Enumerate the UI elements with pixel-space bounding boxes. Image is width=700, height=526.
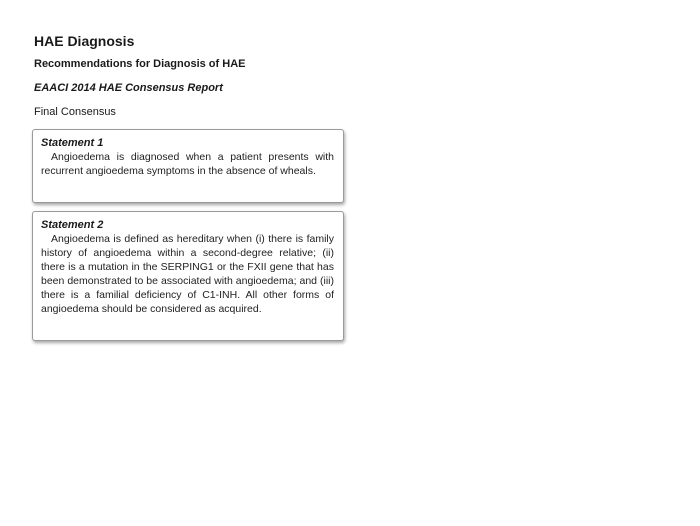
subtitle: Recommendations for Diagnosis of HAE [34,58,246,70]
report-title: EAACI 2014 HAE Consensus Report [34,82,223,94]
statement-1-heading: Statement 1 [41,137,104,149]
statement-2-box [32,211,344,341]
statement-2-text: Angioedema is defined as hereditary when (i) there is family history of angioedema within a second-degree relative; (ii) there is a mutation in the SERPING1 or the FXII gene that has been demonstrated to be associated with angioedema; and (iii) there is a familial deficiency of C1-INH. All other forms of angioedema should be considered as acquired. [41,233,334,315]
consensus-label: Final Consensus [34,106,116,118]
statement-1-box [32,129,344,203]
statement-1-text: Angioedema is diagnosed when a patient presents with recurrent angioedema symptoms in the absence of wheals. [41,151,334,177]
statement-2-heading: Statement 2 [41,219,104,231]
page-title: HAE Diagnosis [34,33,135,49]
